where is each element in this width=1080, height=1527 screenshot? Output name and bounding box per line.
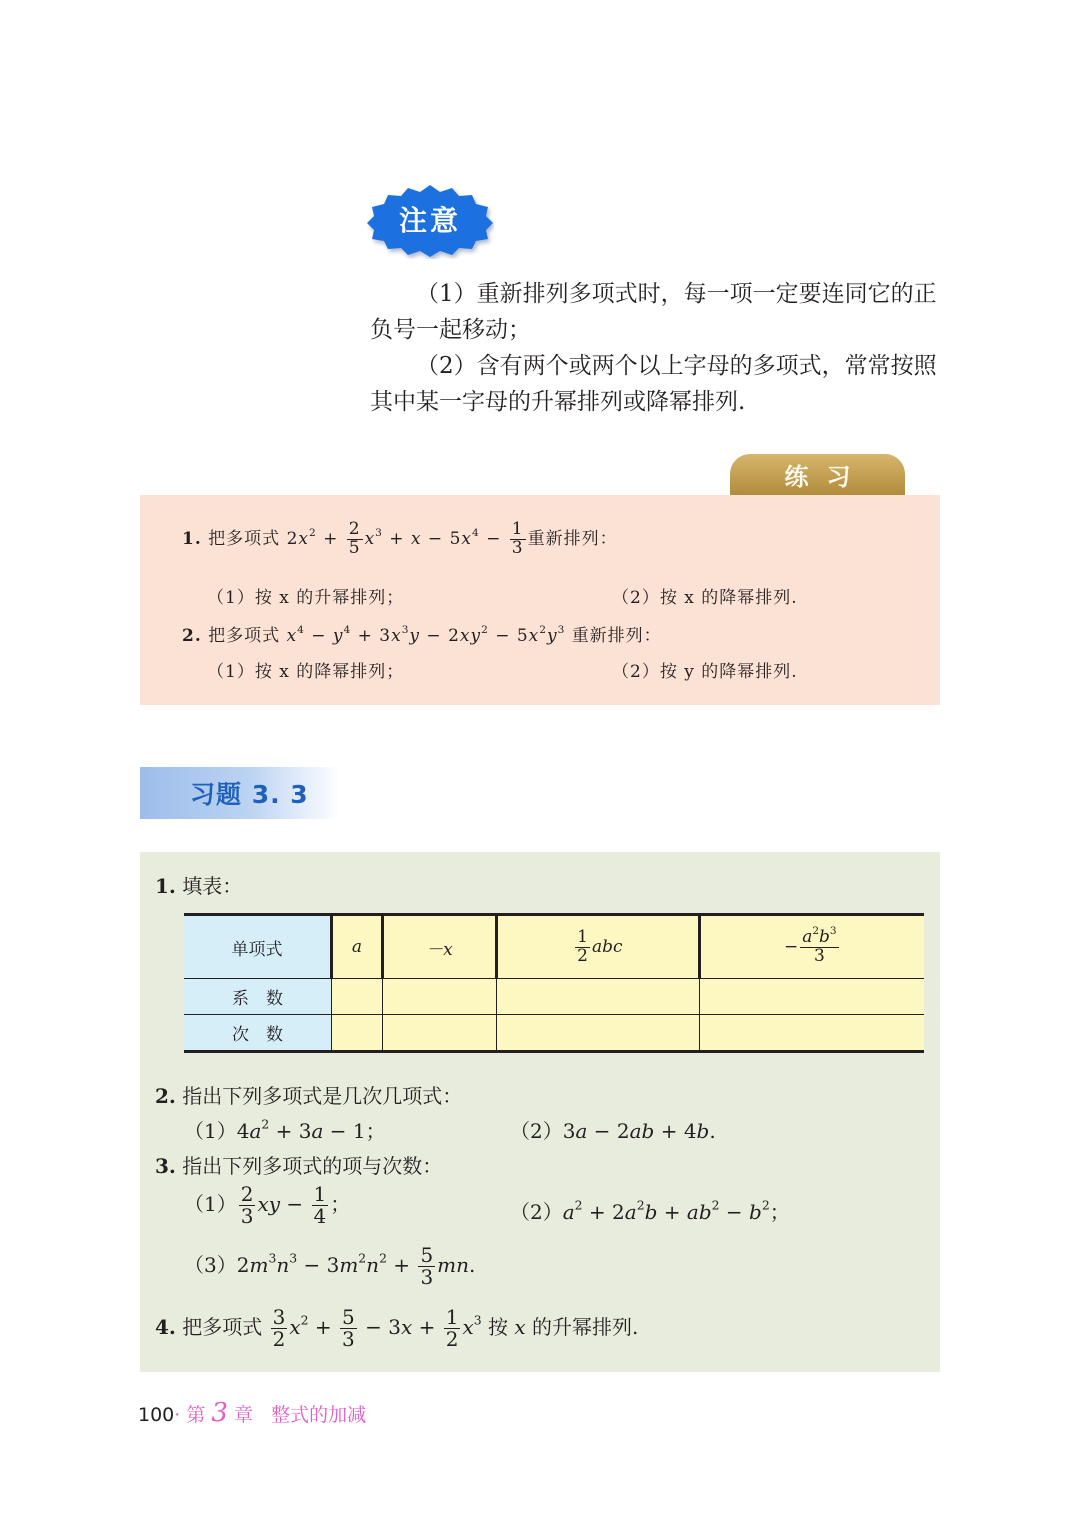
item-number: 3. [155,1154,176,1178]
answer-cell[interactable] [382,1015,496,1052]
item-number: 2. [155,1084,176,1108]
practice-sub: （1）按 x 的升幂排列； [207,588,405,608]
monomial-cell: a [332,915,383,979]
answer-cell[interactable] [332,1015,383,1052]
answer-cell[interactable] [699,1015,924,1052]
chapter-suffix: 章 [234,1404,254,1426]
note-badge [366,183,494,259]
exercise-2-sub-1: $(1)4a^2 + 3a - 1$； [184,1116,386,1143]
exercise-header [140,767,340,819]
item-number: 4. [155,1315,176,1339]
exercise-3-sub-1: （1） $\frac{2}{3}$ xy − $\frac{1}{4}$ ； [184,1182,351,1228]
chapter-prefix: 第 [186,1404,206,1426]
fill-table [184,913,924,1053]
exercise-4 [155,1307,638,1350]
item-text: 指出下列多项式的项与次数： [182,1154,443,1178]
note-line: 负号一起移动； [370,317,531,343]
answer-cell[interactable] [497,979,699,1015]
note-badge-label: 注意 [398,204,461,237]
note-line: （2）含有两个或两个以上字母的多项式，常常按照 [416,353,937,379]
exercise-2-sub-2: （2）3a − 2ab + 4b. [510,1119,716,1143]
exercise-3-sub-3: $(3)2m^3n^3 - 3m^2n^2$ + $\frac{5}{3}$ mn. [184,1243,476,1289]
practice-tab: 练习 [730,454,905,496]
note-text [370,276,942,420]
answer-cell[interactable] [382,979,496,1015]
practice-sub: （1）按 x 的降幂排列； [207,662,405,682]
exercise-3-sub-2: $(2)a^2 + 2a^2b + ab^2 - b^2$； [510,1197,790,1224]
practice-sub: （2）按 x 的降幂排列. [612,588,798,608]
monomial-cell: − $\frac{a^2b^3}{3}$ [699,915,924,979]
item-lead: 把多项式 [208,528,281,549]
page-number: 100 [138,1404,175,1426]
polynomial: $x^4 - y^4 + 3x^3y - 2xy^2 - 5x^2y^3$ [286,624,566,646]
exercise-title: 习题 3. 3 [190,780,309,809]
item-number: 1. [155,874,176,898]
note-line: 其中某一字母的升幂排列或降幂排列. [370,389,746,415]
item-tail: 重新排列： [527,528,618,549]
monomial-cell: －x [382,915,496,979]
answer-cell[interactable] [497,1015,699,1052]
answer-cell[interactable] [699,979,924,1015]
row-header: 系 数 [184,979,332,1015]
item-text: 指出下列多项式是几次几项式： [182,1084,463,1108]
chapter-title: 整式的加减 [271,1404,367,1426]
item-tail: 重新排列： [571,626,662,646]
polynomial: $2x^2$ + $\frac{2}{5}$ $x^3 + x - 5x^4$ − $\frac{1}{3}$ [286,519,524,558]
item-number: 2. [182,626,202,646]
item-tail: 的升幂排列. [531,1315,639,1339]
exercise-1 [155,870,242,899]
item-text: 填表： [182,874,243,898]
row-header: 次 数 [184,1015,332,1052]
item-number: 1. [182,528,202,549]
answer-cell[interactable] [332,979,383,1015]
item-lead: 把多项式 [182,1315,263,1339]
page-footer: 100· 第 3 章 整式的加减 [138,1398,367,1428]
exercise-3 [155,1150,442,1179]
exercise-2 [155,1080,462,1109]
practice-sub: （2）按 y 的降幂排列. [612,662,798,682]
chapter-number: 3 [211,1398,228,1428]
item-lead: 把多项式 [208,626,281,646]
row-header: 单项式 [184,915,332,979]
practice-item-2 [182,621,662,646]
monomial-cell: $\frac{1}{2}$ abc [497,915,699,979]
note-line: （1）重新排列多项式时，每一项一定要连同它的正 [416,281,937,307]
polynomial: $\frac{3}{2}$ $x^2$ + $\frac{5}{3}$ − 3x + $\frac{1}{2}$ $x^3$ 按 x [272,1305,526,1351]
practice-item-1 [182,521,618,558]
